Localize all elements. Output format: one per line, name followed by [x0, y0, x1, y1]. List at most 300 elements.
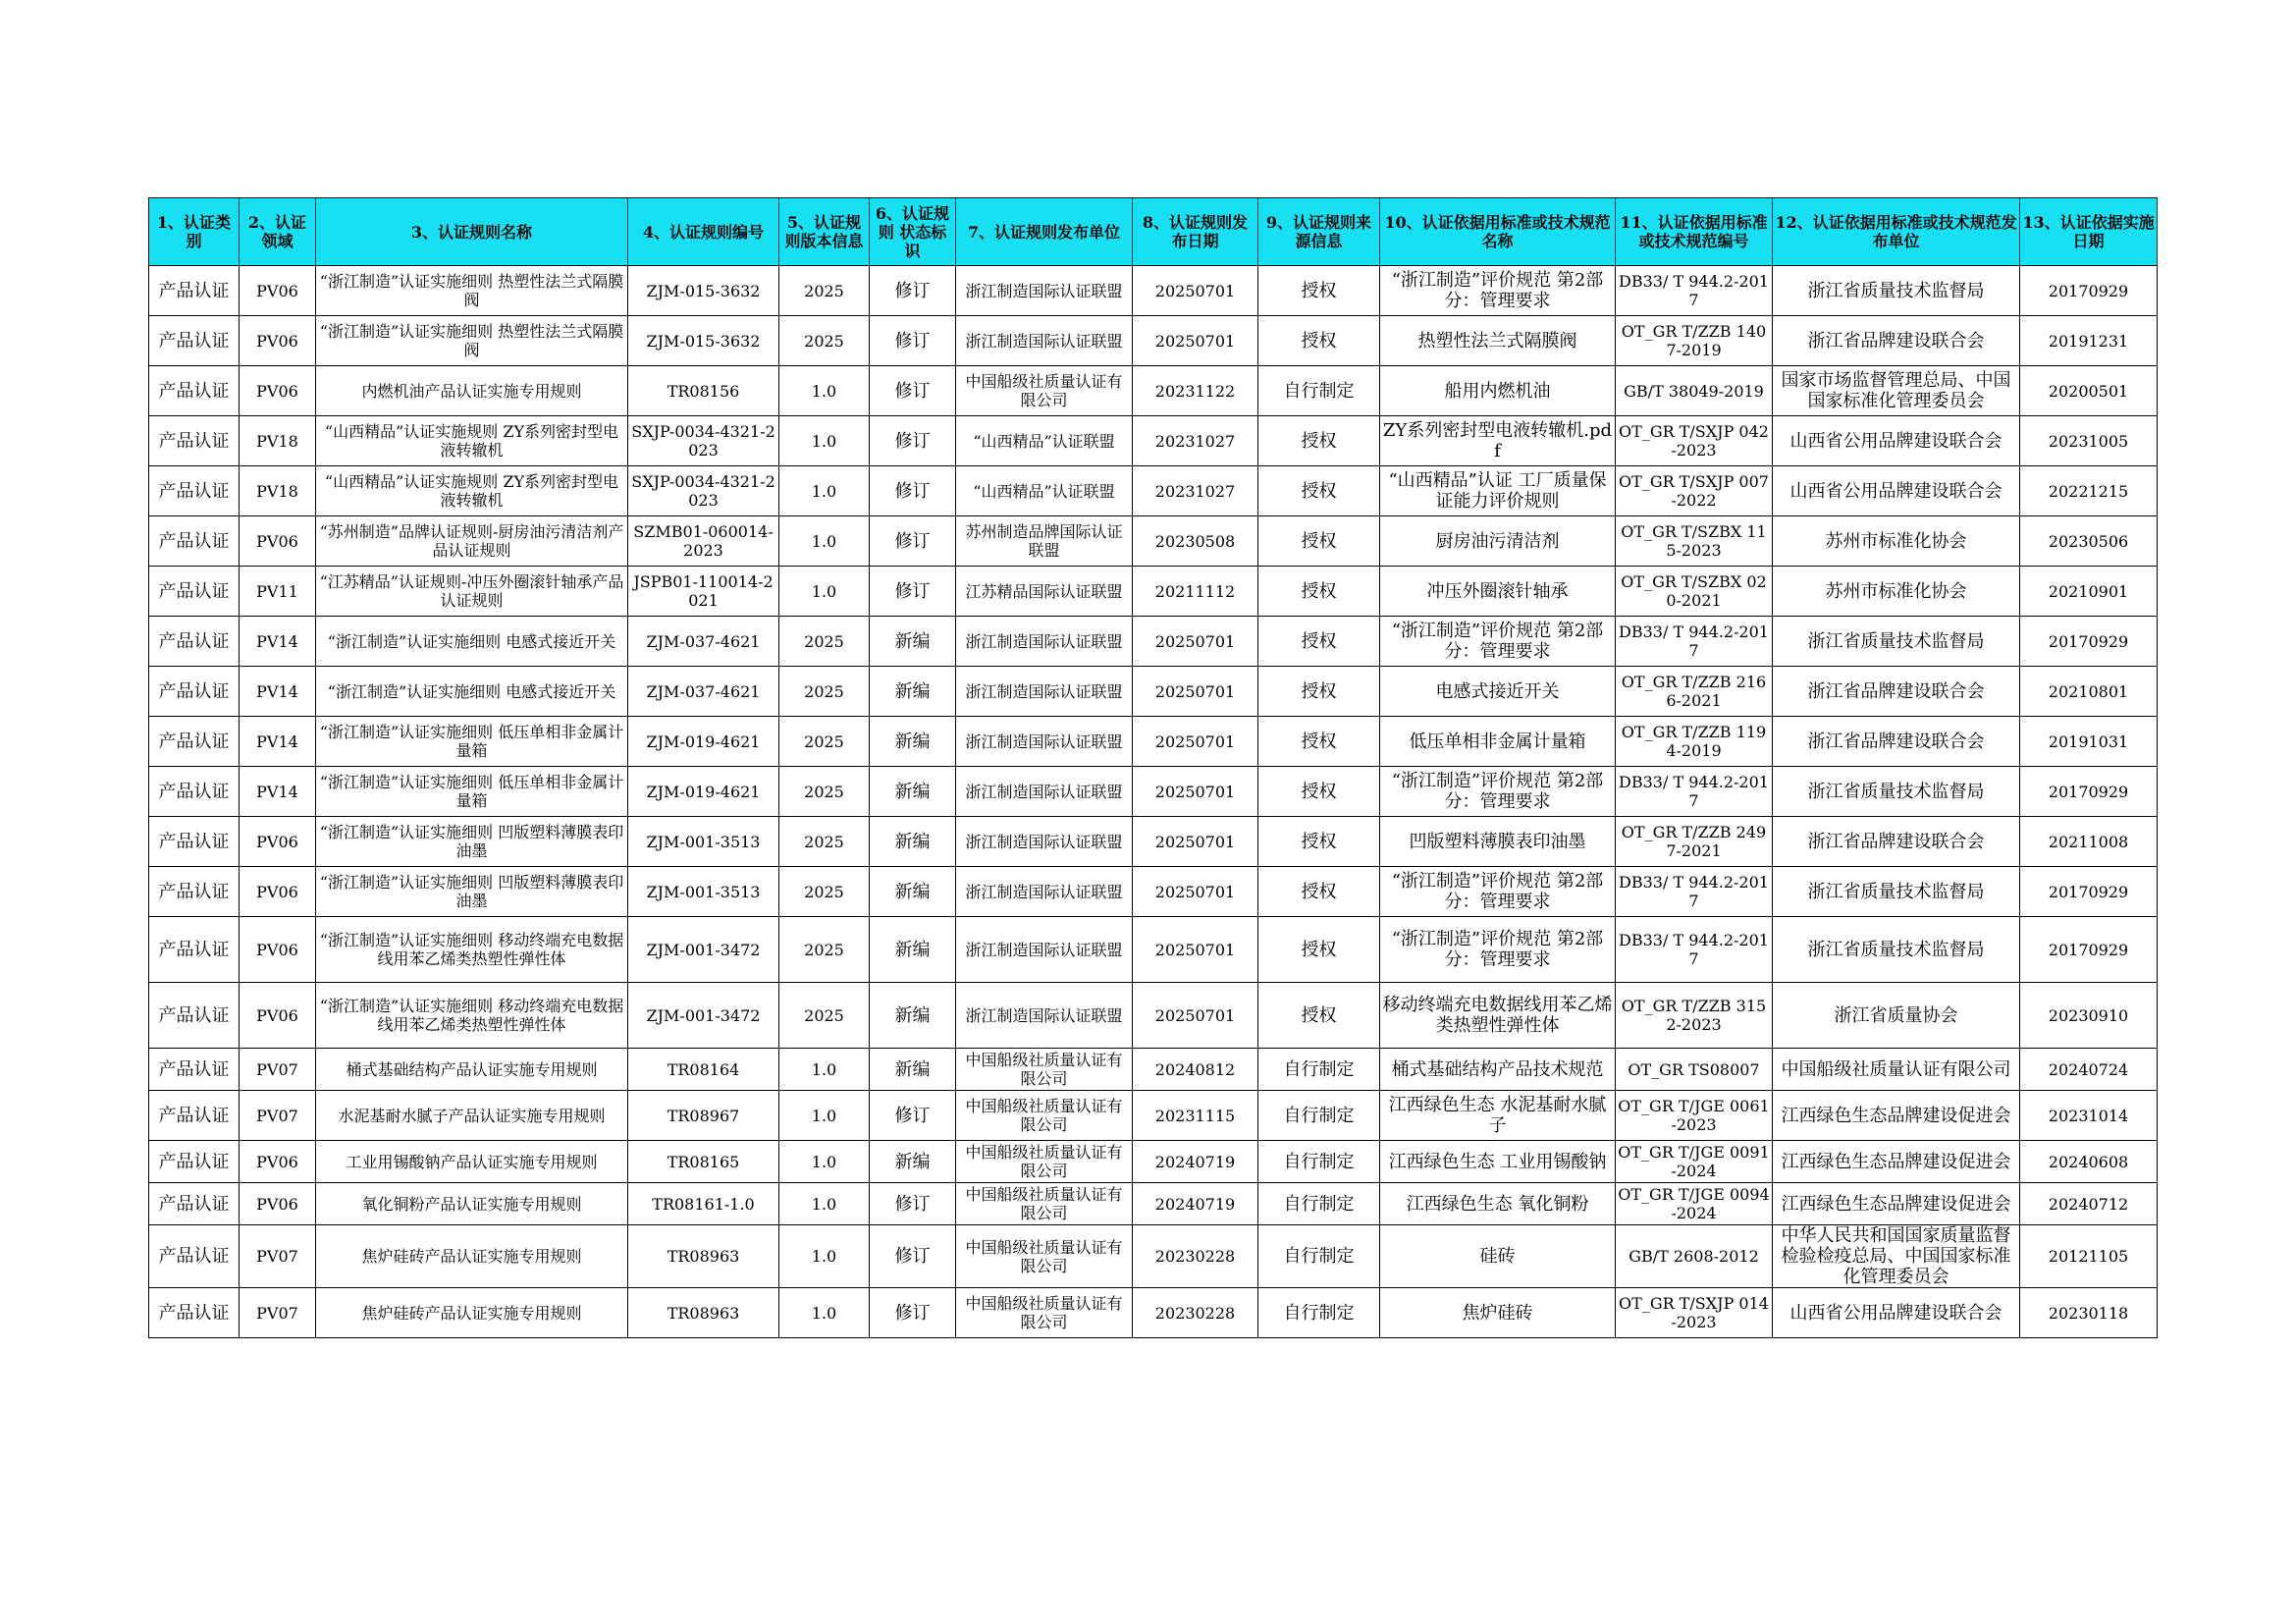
cell-source: 授权: [1258, 717, 1380, 767]
cell-standard-publisher: 浙江省品牌建设联合会: [1773, 817, 2020, 867]
cell-field: PV07: [240, 1288, 316, 1338]
cell-publisher: 中国船级社质量认证有限公司: [956, 1288, 1133, 1338]
column-header: 11、认证依据用标准或技术规范编号: [1616, 198, 1773, 266]
cell-field: PV06: [240, 266, 316, 316]
cell-version: 2025: [779, 266, 870, 316]
cell-standard-publisher: 苏州市标准化协会: [1773, 567, 2020, 617]
column-header: 10、认证依据用标准或技术规范名称: [1380, 198, 1616, 266]
cell-standard-name: “浙江制造”评价规范 第2部分：管理要求: [1380, 266, 1616, 316]
table-row: [149, 767, 2158, 817]
cell-field: PV07: [240, 1225, 316, 1288]
table-row: [149, 516, 2158, 567]
cell-rule-name: 焦炉硅砖产品认证实施专用规则: [316, 1225, 628, 1288]
cell-standard-name: 热塑性法兰式隔膜阀: [1380, 316, 1616, 366]
cell-category: 产品认证: [149, 416, 240, 466]
cell-standard-publisher: 国家市场监督管理总局、中国国家标准化管理委员会: [1773, 366, 2020, 416]
cell-version: 1.0: [779, 1141, 870, 1183]
table-row: [149, 717, 2158, 767]
cell-rule-number: ZJM-019-4621: [628, 767, 779, 817]
cell-rule-name: “浙江制造”认证实施细则 凹版塑料薄膜表印油墨: [316, 817, 628, 867]
cell-source: 授权: [1258, 567, 1380, 617]
cell-version: 1.0: [779, 466, 870, 516]
table-row: [149, 1141, 2158, 1183]
cell-rule-number: TR08156: [628, 366, 779, 416]
cell-rule-number: ZJM-037-4621: [628, 667, 779, 717]
cell-rule-number: TR08165: [628, 1141, 779, 1183]
cell-source: 自行制定: [1258, 1288, 1380, 1338]
cell-category: 产品认证: [149, 1049, 240, 1091]
cell-status: 新编: [870, 717, 956, 767]
cell-standard-name: 江西绿色生态 工业用锡酸钠: [1380, 1141, 1616, 1183]
cell-standard-publisher: 浙江省品牌建设联合会: [1773, 667, 2020, 717]
cell-category: 产品认证: [149, 1288, 240, 1338]
cell-category: 产品认证: [149, 366, 240, 416]
cell-standard-name: 电感式接近开关: [1380, 667, 1616, 717]
cell-standard-publisher: 浙江省质量协会: [1773, 983, 2020, 1049]
cell-source: 自行制定: [1258, 1183, 1380, 1225]
cell-standard-number: OT_GR TS08007: [1616, 1049, 1773, 1091]
cell-version: 1.0: [779, 366, 870, 416]
cell-standard-name: 船用内燃机油: [1380, 366, 1616, 416]
cell-source: 授权: [1258, 516, 1380, 567]
table-row: [149, 1091, 2158, 1141]
cell-publisher: 中国船级社质量认证有限公司: [956, 1225, 1133, 1288]
cell-standard-publisher: 江西绿色生态品牌建设促进会: [1773, 1091, 2020, 1141]
cell-standard-number: DB33/ T 944.2-2017: [1616, 867, 1773, 917]
cell-publisher: “山西精品”认证联盟: [956, 416, 1133, 466]
table-row: [149, 1183, 2158, 1225]
cell-rule-number: TR08967: [628, 1091, 779, 1141]
column-header: 6、认证规则 状态标识: [870, 198, 956, 266]
cell-category: 产品认证: [149, 316, 240, 366]
cell-source: 自行制定: [1258, 1049, 1380, 1091]
cell-status: 新编: [870, 867, 956, 917]
cell-effective-date: 20221215: [2020, 466, 2158, 516]
cell-effective-date: 20191231: [2020, 316, 2158, 366]
cell-publish-date: 20250701: [1133, 617, 1258, 667]
cell-effective-date: 20191031: [2020, 717, 2158, 767]
cell-standard-name: 移动终端充电数据线用苯乙烯类热塑性弹性体: [1380, 983, 1616, 1049]
cell-publish-date: 20240812: [1133, 1049, 1258, 1091]
cell-status: 修订: [870, 1225, 956, 1288]
cell-rule-name: 内燃机油产品认证实施专用规则: [316, 366, 628, 416]
cell-status: 修订: [870, 516, 956, 567]
cell-rule-number: SZMB01-060014-2023: [628, 516, 779, 567]
cell-field: PV11: [240, 567, 316, 617]
cell-rule-name: “浙江制造”认证实施细则 热塑性法兰式隔膜阀: [316, 316, 628, 366]
cell-rule-number: TR08164: [628, 1049, 779, 1091]
cell-source: 授权: [1258, 667, 1380, 717]
cell-version: 1.0: [779, 1183, 870, 1225]
table-row: [149, 917, 2158, 983]
cell-version: 2025: [779, 917, 870, 983]
cell-effective-date: 20170929: [2020, 617, 2158, 667]
cell-publisher: 浙江制造国际认证联盟: [956, 717, 1133, 767]
cell-version: 2025: [779, 667, 870, 717]
cell-standard-name: 凹版塑料薄膜表印油墨: [1380, 817, 1616, 867]
cell-publish-date: 20250701: [1133, 266, 1258, 316]
cell-category: 产品认证: [149, 667, 240, 717]
cell-rule-number: ZJM-015-3632: [628, 266, 779, 316]
cell-source: 授权: [1258, 917, 1380, 983]
cell-rule-number: ZJM-001-3472: [628, 983, 779, 1049]
table-row: [149, 617, 2158, 667]
cell-effective-date: 20170929: [2020, 917, 2158, 983]
cell-standard-number: DB33/ T 944.2-2017: [1616, 917, 1773, 983]
table-row: [149, 366, 2158, 416]
cell-publish-date: 20231027: [1133, 416, 1258, 466]
cell-standard-name: 低压单相非金属计量箱: [1380, 717, 1616, 767]
cell-status: 修订: [870, 567, 956, 617]
cell-rule-name: “山西精品”认证实施规则 ZY系列密封型电液转辙机: [316, 416, 628, 466]
cell-rule-number: SXJP-0034-4321-2023: [628, 416, 779, 466]
cell-effective-date: 20211008: [2020, 817, 2158, 867]
cell-standard-publisher: 浙江省质量技术监督局: [1773, 617, 2020, 667]
cell-standard-name: 桶式基础结构产品技术规范: [1380, 1049, 1616, 1091]
cell-rule-name: “浙江制造”认证实施细则 低压单相非金属计量箱: [316, 767, 628, 817]
cell-field: PV07: [240, 1049, 316, 1091]
cell-source: 授权: [1258, 416, 1380, 466]
cell-field: PV18: [240, 466, 316, 516]
cell-publisher: 中国船级社质量认证有限公司: [956, 366, 1133, 416]
cell-status: 新编: [870, 667, 956, 717]
cell-status: 新编: [870, 917, 956, 983]
cell-category: 产品认证: [149, 516, 240, 567]
cell-standard-name: “浙江制造”评价规范 第2部分：管理要求: [1380, 917, 1616, 983]
cell-standard-name: 江西绿色生态 氧化铜粉: [1380, 1183, 1616, 1225]
cell-standard-publisher: 浙江省质量技术监督局: [1773, 867, 2020, 917]
cell-publisher: 浙江制造国际认证联盟: [956, 316, 1133, 366]
cell-source: 授权: [1258, 617, 1380, 667]
table-row: [149, 667, 2158, 717]
cell-rule-name: 工业用锡酸钠产品认证实施专用规则: [316, 1141, 628, 1183]
cell-status: 修订: [870, 1183, 956, 1225]
cell-field: PV06: [240, 917, 316, 983]
cell-category: 产品认证: [149, 817, 240, 867]
cell-category: 产品认证: [149, 983, 240, 1049]
cell-publish-date: 20230228: [1133, 1225, 1258, 1288]
cell-effective-date: 20170929: [2020, 266, 2158, 316]
cell-rule-name: “浙江制造”认证实施细则 低压单相非金属计量箱: [316, 717, 628, 767]
cell-version: 2025: [779, 617, 870, 667]
cell-rule-name: “浙江制造”认证实施细则 电感式接近开关: [316, 667, 628, 717]
cell-field: PV06: [240, 817, 316, 867]
cell-standard-publisher: 浙江省品牌建设联合会: [1773, 717, 2020, 767]
cell-field: PV14: [240, 717, 316, 767]
cell-standard-number: OT_GR T/SXJP 014-2023: [1616, 1288, 1773, 1338]
cell-effective-date: 20210901: [2020, 567, 2158, 617]
table-row: [149, 416, 2158, 466]
cell-source: 授权: [1258, 983, 1380, 1049]
cell-version: 2025: [779, 316, 870, 366]
cell-standard-number: OT_GR T/JGE 0061-2023: [1616, 1091, 1773, 1141]
cell-category: 产品认证: [149, 567, 240, 617]
cell-standard-number: DB33/ T 944.2-2017: [1616, 767, 1773, 817]
cell-standard-name: 焦炉硅砖: [1380, 1288, 1616, 1338]
cell-standard-number: DB33/ T 944.2-2017: [1616, 266, 1773, 316]
cell-source: 自行制定: [1258, 1225, 1380, 1288]
cell-standard-number: OT_GR T/ZZB 1194-2019: [1616, 717, 1773, 767]
cell-source: 授权: [1258, 867, 1380, 917]
cell-category: 产品认证: [149, 1225, 240, 1288]
cell-standard-number: OT_GR T/SXJP 042-2023: [1616, 416, 1773, 466]
cell-publish-date: 20230228: [1133, 1288, 1258, 1338]
cell-standard-number: OT_GR T/JGE 0091-2024: [1616, 1141, 1773, 1183]
cell-field: PV14: [240, 667, 316, 717]
cell-effective-date: 20230910: [2020, 983, 2158, 1049]
cell-field: PV06: [240, 1141, 316, 1183]
table-row: [149, 567, 2158, 617]
cell-field: PV06: [240, 316, 316, 366]
cell-publisher: 浙江制造国际认证联盟: [956, 983, 1133, 1049]
cell-category: 产品认证: [149, 717, 240, 767]
cell-standard-publisher: 山西省公用品牌建设联合会: [1773, 416, 2020, 466]
table-row: [149, 266, 2158, 316]
cell-effective-date: 20230118: [2020, 1288, 2158, 1338]
cell-category: 产品认证: [149, 1091, 240, 1141]
cell-rule-name: “浙江制造”认证实施细则 电感式接近开关: [316, 617, 628, 667]
cell-status: 新编: [870, 1141, 956, 1183]
column-header: 7、认证规则发布单位: [956, 198, 1133, 266]
cell-field: PV06: [240, 1183, 316, 1225]
cell-rule-number: SXJP-0034-4321-2023: [628, 466, 779, 516]
cell-version: 1.0: [779, 516, 870, 567]
table-row: [149, 983, 2158, 1049]
cell-standard-number: OT_GR T/ZZB 2166-2021: [1616, 667, 1773, 717]
cell-effective-date: 20230506: [2020, 516, 2158, 567]
cell-standard-publisher: 浙江省品牌建设联合会: [1773, 316, 2020, 366]
cell-rule-name: “浙江制造”认证实施细则 移动终端充电数据线用苯乙烯类热塑性弹性体: [316, 917, 628, 983]
cell-effective-date: 20240724: [2020, 1049, 2158, 1091]
cell-publish-date: 20231027: [1133, 466, 1258, 516]
table-body: [149, 266, 2158, 1338]
cell-source: 授权: [1258, 266, 1380, 316]
cell-rule-number: TR08161-1.0: [628, 1183, 779, 1225]
cell-effective-date: 20240712: [2020, 1183, 2158, 1225]
cell-publisher: 江苏精品国际认证联盟: [956, 567, 1133, 617]
cell-publish-date: 20231122: [1133, 366, 1258, 416]
cell-category: 产品认证: [149, 617, 240, 667]
cell-publish-date: 20250701: [1133, 983, 1258, 1049]
cell-effective-date: 20210801: [2020, 667, 2158, 717]
cell-version: 1.0: [779, 416, 870, 466]
cell-rule-number: TR08963: [628, 1288, 779, 1338]
cell-standard-name: 冲压外圈滚针轴承: [1380, 567, 1616, 617]
cell-version: 2025: [779, 767, 870, 817]
cell-standard-name: 江西绿色生态 水泥基耐水腻子: [1380, 1091, 1616, 1141]
cell-status: 修订: [870, 466, 956, 516]
cell-standard-name: “浙江制造”评价规范 第2部分：管理要求: [1380, 617, 1616, 667]
cell-standard-number: GB/T 2608-2012: [1616, 1225, 1773, 1288]
cell-field: PV14: [240, 617, 316, 667]
cell-standard-publisher: 山西省公用品牌建设联合会: [1773, 466, 2020, 516]
cell-standard-publisher: 苏州市标准化协会: [1773, 516, 2020, 567]
cell-version: 1.0: [779, 1049, 870, 1091]
cell-category: 产品认证: [149, 266, 240, 316]
cell-rule-number: ZJM-001-3513: [628, 867, 779, 917]
cell-rule-name: “浙江制造”认证实施细则 移动终端充电数据线用苯乙烯类热塑性弹性体: [316, 983, 628, 1049]
cell-status: 修订: [870, 1288, 956, 1338]
table-row: [149, 1225, 2158, 1288]
cell-publisher: 中国船级社质量认证有限公司: [956, 1141, 1133, 1183]
cell-standard-number: OT_GR T/ZZB 3152-2023: [1616, 983, 1773, 1049]
cell-rule-name: “苏州制造”品牌认证规则-厨房油污清洁剂产品认证规则: [316, 516, 628, 567]
cell-standard-publisher: 山西省公用品牌建设联合会: [1773, 1288, 2020, 1338]
table-row: [149, 817, 2158, 867]
cell-source: 自行制定: [1258, 1091, 1380, 1141]
cell-rule-number: ZJM-019-4621: [628, 717, 779, 767]
cell-publisher: 中国船级社质量认证有限公司: [956, 1183, 1133, 1225]
cell-rule-name: “江苏精品”认证规则-冲压外圈滚针轴承产品认证规则: [316, 567, 628, 617]
cell-status: 修订: [870, 316, 956, 366]
column-header: 13、认证依据实施日期: [2020, 198, 2158, 266]
cell-publish-date: 20250701: [1133, 867, 1258, 917]
cell-rule-number: TR08963: [628, 1225, 779, 1288]
cell-standard-number: OT_GR T/JGE 0094-2024: [1616, 1183, 1773, 1225]
cell-standard-publisher: 中华人民共和国国家质量监督检验检疫总局、中国国家标准化管理委员会: [1773, 1225, 2020, 1288]
cell-publisher: 浙江制造国际认证联盟: [956, 867, 1133, 917]
cell-standard-name: 硅砖: [1380, 1225, 1616, 1288]
column-header: 5、认证规则版本信息: [779, 198, 870, 266]
cell-standard-number: OT_GR T/SXJP 007-2022: [1616, 466, 1773, 516]
certification-rules-table: [148, 197, 2158, 1338]
column-header: 2、认证领域: [240, 198, 316, 266]
header-row: [149, 198, 2158, 266]
table-row: [149, 867, 2158, 917]
cell-category: 产品认证: [149, 466, 240, 516]
cell-publish-date: 20250701: [1133, 667, 1258, 717]
cell-publisher: 浙江制造国际认证联盟: [956, 917, 1133, 983]
cell-source: 授权: [1258, 767, 1380, 817]
cell-effective-date: 20240608: [2020, 1141, 2158, 1183]
cell-rule-name: 水泥基耐水腻子产品认证实施专用规则: [316, 1091, 628, 1141]
cell-rule-number: ZJM-015-3632: [628, 316, 779, 366]
cell-status: 新编: [870, 617, 956, 667]
cell-rule-number: JSPB01-110014-2021: [628, 567, 779, 617]
cell-status: 修订: [870, 266, 956, 316]
cell-publish-date: 20250701: [1133, 817, 1258, 867]
cell-rule-name: “山西精品”认证实施规则 ZY系列密封型电液转辙机: [316, 466, 628, 516]
cell-field: PV18: [240, 416, 316, 466]
cell-publisher: 中国船级社质量认证有限公司: [956, 1091, 1133, 1141]
cell-publish-date: 20230508: [1133, 516, 1258, 567]
cell-standard-publisher: 浙江省质量技术监督局: [1773, 767, 2020, 817]
cell-standard-number: GB/T 38049-2019: [1616, 366, 1773, 416]
cell-status: 修订: [870, 1091, 956, 1141]
cell-source: 自行制定: [1258, 1141, 1380, 1183]
cell-status: 修订: [870, 366, 956, 416]
cell-field: PV07: [240, 1091, 316, 1141]
column-header: 1、认证类别: [149, 198, 240, 266]
cell-standard-publisher: 浙江省质量技术监督局: [1773, 266, 2020, 316]
cell-standard-name: “山西精品”认证 工厂质量保证能力评价规则: [1380, 466, 1616, 516]
cell-field: PV14: [240, 767, 316, 817]
cell-standard-name: 厨房油污清洁剂: [1380, 516, 1616, 567]
cell-version: 2025: [779, 717, 870, 767]
cell-status: 新编: [870, 767, 956, 817]
cell-publisher: “山西精品”认证联盟: [956, 466, 1133, 516]
column-header: 9、认证规则来源信息: [1258, 198, 1380, 266]
cell-category: 产品认证: [149, 767, 240, 817]
cell-rule-name: 桶式基础结构产品认证实施专用规则: [316, 1049, 628, 1091]
cell-rule-name: 焦炉硅砖产品认证实施专用规则: [316, 1288, 628, 1338]
cell-standard-number: OT_GR T/SZBX 115-2023: [1616, 516, 1773, 567]
cell-source: 自行制定: [1258, 366, 1380, 416]
cell-publish-date: 20240719: [1133, 1141, 1258, 1183]
cell-publish-date: 20250701: [1133, 917, 1258, 983]
cell-standard-name: ZY系列密封型电液转辙机.pdf: [1380, 416, 1616, 466]
cell-version: 1.0: [779, 1091, 870, 1141]
column-header: 4、认证规则编号: [628, 198, 779, 266]
cell-standard-publisher: 浙江省质量技术监督局: [1773, 917, 2020, 983]
cell-field: PV06: [240, 516, 316, 567]
cell-status: 修订: [870, 416, 956, 466]
cell-version: 1.0: [779, 1288, 870, 1338]
cell-rule-name: 氧化铜粉产品认证实施专用规则: [316, 1183, 628, 1225]
cell-source: 授权: [1258, 316, 1380, 366]
cell-status: 新编: [870, 983, 956, 1049]
cell-version: 1.0: [779, 1225, 870, 1288]
cell-effective-date: 20121105: [2020, 1225, 2158, 1288]
cell-rule-number: ZJM-037-4621: [628, 617, 779, 667]
cell-publisher: 中国船级社质量认证有限公司: [956, 1049, 1133, 1091]
cell-version: 2025: [779, 867, 870, 917]
cell-rule-name: “浙江制造”认证实施细则 凹版塑料薄膜表印油墨: [316, 867, 628, 917]
cell-field: PV06: [240, 983, 316, 1049]
table-row: [149, 466, 2158, 516]
cell-publish-date: 20240719: [1133, 1183, 1258, 1225]
cell-publish-date: 20250701: [1133, 316, 1258, 366]
cell-publish-date: 20250701: [1133, 717, 1258, 767]
cell-standard-number: DB33/ T 944.2-2017: [1616, 617, 1773, 667]
cell-effective-date: 20200501: [2020, 366, 2158, 416]
cell-source: 授权: [1258, 466, 1380, 516]
cell-standard-publisher: 江西绿色生态品牌建设促进会: [1773, 1141, 2020, 1183]
cell-publisher: 浙江制造国际认证联盟: [956, 617, 1133, 667]
cell-standard-number: OT_GR T/ZZB 2497-2021: [1616, 817, 1773, 867]
cell-standard-name: “浙江制造”评价规范 第2部分：管理要求: [1380, 767, 1616, 817]
cell-category: 产品认证: [149, 1141, 240, 1183]
cell-effective-date: 20231014: [2020, 1091, 2158, 1141]
table-row: [149, 1288, 2158, 1338]
cell-version: 2025: [779, 817, 870, 867]
cell-effective-date: 20170929: [2020, 767, 2158, 817]
column-header: 12、认证依据用标准或技术规范发布单位: [1773, 198, 2020, 266]
cell-status: 新编: [870, 817, 956, 867]
cell-publisher: 浙江制造国际认证联盟: [956, 667, 1133, 717]
cell-field: PV06: [240, 366, 316, 416]
cell-version: 2025: [779, 983, 870, 1049]
table-row: [149, 1049, 2158, 1091]
cell-publisher: 浙江制造国际认证联盟: [956, 767, 1133, 817]
cell-category: 产品认证: [149, 917, 240, 983]
cell-category: 产品认证: [149, 867, 240, 917]
cell-publish-date: 20231115: [1133, 1091, 1258, 1141]
column-header: 3、认证规则名称: [316, 198, 628, 266]
cell-rule-number: ZJM-001-3472: [628, 917, 779, 983]
cell-standard-publisher: 中国船级社质量认证有限公司: [1773, 1049, 2020, 1091]
cell-effective-date: 20170929: [2020, 867, 2158, 917]
cell-version: 1.0: [779, 567, 870, 617]
cell-rule-name: “浙江制造”认证实施细则 热塑性法兰式隔膜阀: [316, 266, 628, 316]
cell-standard-publisher: 江西绿色生态品牌建设促进会: [1773, 1183, 2020, 1225]
cell-standard-name: “浙江制造”评价规范 第2部分：管理要求: [1380, 867, 1616, 917]
cell-publish-date: 20211112: [1133, 567, 1258, 617]
cell-publish-date: 20250701: [1133, 767, 1258, 817]
cell-rule-number: ZJM-001-3513: [628, 817, 779, 867]
cell-field: PV06: [240, 867, 316, 917]
cell-source: 授权: [1258, 817, 1380, 867]
